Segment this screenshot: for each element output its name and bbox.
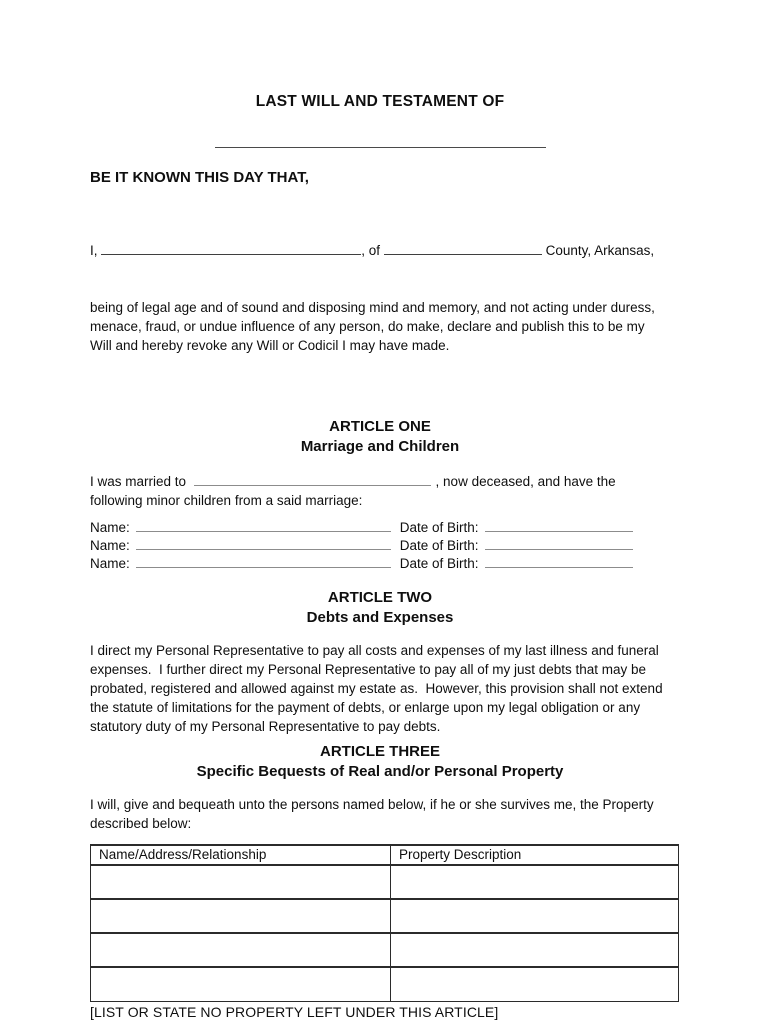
table-row	[91, 933, 679, 967]
salutation: BE IT KNOWN THIS DAY THAT,	[90, 169, 309, 186]
article-three-heading: ARTICLE THREE	[320, 743, 440, 760]
table-row	[91, 899, 679, 933]
children-list	[90, 519, 670, 573]
child-dob-label: Date of Birth:	[399, 520, 479, 535]
property-description-cell[interactable]	[391, 933, 679, 967]
child-dob-blank[interactable]	[485, 519, 633, 532]
married-lead: I was married to	[90, 474, 187, 489]
opening-body: being of legal age and of sound and disposing mind and memory, and not acting under duress, menace, fraud, or undue influence of any person, do make, declare and publish this to be my Will and hereby revoke any Will or Codicil I may have made.	[90, 300, 659, 353]
property-description-cell[interactable]	[391, 899, 679, 933]
opening-line	[90, 241, 670, 260]
testator-title-name-blank[interactable]	[215, 147, 546, 148]
bequests-table	[90, 844, 679, 1002]
bequests-paragraph: I will, give and bequeath unto the persons named below, if he or she survives me, the Property described below:	[90, 797, 658, 831]
spouse-name-blank[interactable]	[194, 473, 431, 486]
table-header-property-description: Property Description	[391, 845, 679, 865]
child-dob-blank[interactable]	[485, 537, 633, 550]
property-description-cell[interactable]	[391, 865, 679, 899]
article-two-heading: ARTICLE TWO	[327, 589, 433, 606]
child-name-blank[interactable]	[136, 519, 391, 532]
child-name-blank[interactable]	[136, 555, 391, 568]
opening-of: , of	[361, 243, 381, 258]
child-row	[90, 537, 670, 555]
child-row	[90, 555, 670, 573]
child-dob-label: Date of Birth:	[399, 556, 479, 571]
name-address-relationship-cell[interactable]	[91, 967, 391, 1001]
article-three-subheading: Specific Bequests of Real and/or Personal Property	[196, 763, 564, 780]
child-name-label: Name:	[90, 538, 130, 553]
table-row	[91, 967, 679, 1001]
child-name-label: Name:	[90, 556, 130, 571]
married-tail: , now deceased, and have the following minor children from a said marriage:	[90, 474, 620, 508]
article-two-subheading: Debts and Expenses	[306, 609, 454, 626]
child-name-blank[interactable]	[136, 537, 391, 550]
name-address-relationship-cell[interactable]	[91, 899, 391, 933]
table-row	[91, 865, 679, 899]
child-dob-label: Date of Birth:	[399, 538, 479, 553]
name-address-relationship-cell[interactable]	[91, 933, 391, 967]
name-address-relationship-cell[interactable]	[91, 865, 391, 899]
article-one-heading: ARTICLE ONE	[329, 418, 431, 435]
county-blank[interactable]	[384, 242, 542, 255]
article-one-subheading: Marriage and Children	[300, 438, 460, 455]
no-property-note: [LIST OR STATE NO PROPERTY LEFT UNDER THIS ARTICLE]	[90, 1003, 499, 1020]
table-header-row	[91, 845, 679, 865]
child-row	[90, 519, 670, 537]
child-dob-blank[interactable]	[485, 555, 633, 568]
document-title: LAST WILL AND TESTAMENT OF	[255, 93, 505, 110]
table-header-name-address-relationship: Name/Address/Relationship	[91, 845, 391, 865]
opening-lead: I,	[90, 243, 98, 258]
testator-name-blank[interactable]	[101, 242, 361, 255]
child-name-label: Name:	[90, 520, 130, 535]
county-suffix: County, Arkansas,	[545, 243, 655, 258]
opening-paragraph	[90, 203, 670, 393]
marriage-paragraph	[90, 472, 670, 510]
property-description-cell[interactable]	[391, 967, 679, 1001]
debts-paragraph: I direct my Personal Representative to pay all costs and expenses of my last illness and funeral expenses. I further direct my Personal Representative to pay all of my just debts that may be probated, registered and allowed against my estate as. However, this provision shall not extend the statute of limitations for the payment of debts, or enlarge upon my legal obligation or any statutory duty of my Personal Representative to pay debts.	[90, 643, 667, 734]
